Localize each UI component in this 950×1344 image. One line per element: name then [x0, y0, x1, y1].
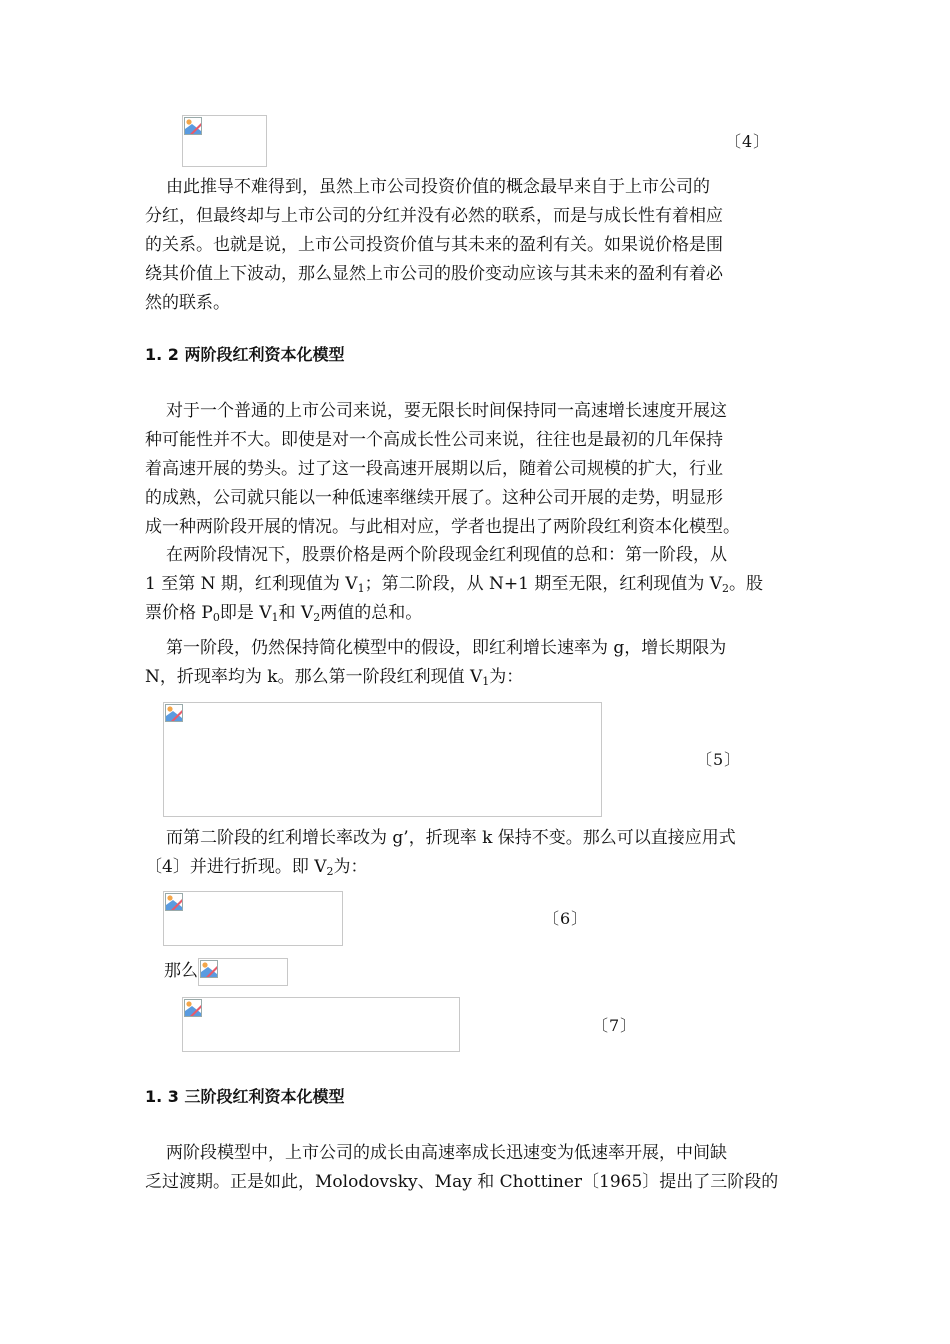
paragraph-line: 1 至第 N 期，红利现值为 $V_1$；第二阶段，从 N+1 期至无限，红利现值为 $V_2$。股	[145, 574, 764, 595]
paragraph-two-stage-intro	[145, 397, 807, 542]
equation-5-image	[163, 702, 602, 817]
equation-4-number: 〔4〕	[725, 132, 771, 151]
paragraph-line: 乏过渡期。正是如此，Molodovsky、May 和 Chottiner〔1965〕提出了三阶段的	[145, 1172, 779, 1192]
equation-6-image	[163, 891, 343, 946]
paragraph-line: 着高速开展的势头。过了这一段高速开展期以后，随着公司规模的扩大，行业	[145, 459, 723, 479]
paragraph-line: 分红，但最终却与上市公司的分红并没有必然的联系，而是与成长性有着相应	[145, 206, 723, 226]
then-label: 那么	[164, 961, 198, 981]
equation-7-number: 〔7〕	[592, 1016, 638, 1035]
equation-7-image	[182, 997, 460, 1052]
paragraph-line: 对于一个普通的上市公司来说，要无限长时间保持同一高速增长速度开展这	[166, 401, 727, 421]
broken-image-icon	[165, 704, 183, 722]
paragraph-line: 第一阶段，仍然保持简化模型中的假设，即红利增长速率为 g，增长期限为	[166, 638, 727, 658]
paragraph-line: 而第二阶段的红利增长率改为 g’，折现率 k 保持不变。那么可以直接应用式	[166, 828, 736, 848]
broken-image-icon	[184, 999, 202, 1017]
paragraph-line: N，折现率均为 k。那么第一阶段红利现值 $V_1$为：	[145, 667, 524, 688]
equation-5-number: 〔5〕	[696, 750, 742, 769]
paragraph-line: 种可能性并不大。即使是对一个高成长性公司来说，往往也是最初的几年保持	[145, 430, 723, 450]
paragraph-line: 两阶段模型中，上市公司的成长由高速率成长迅速变为低速率开展，中间缺	[166, 1143, 727, 1163]
equation-6-number: 〔6〕	[543, 909, 589, 928]
paragraph-stage-two	[145, 824, 807, 882]
paragraph-two-stage-price	[145, 541, 807, 628]
paragraph-investment-value	[145, 173, 807, 318]
inline-equation-image	[198, 958, 288, 986]
broken-image-icon	[184, 117, 202, 135]
section-heading-1-3: 1. 3 三阶段红利资本化模型	[145, 1087, 345, 1106]
section-heading-1-2: 1. 2 两阶段红利资本化模型	[145, 345, 345, 364]
paragraph-line: 〔4〕并进行折现。即 $V_2$为：	[145, 857, 368, 878]
equation-4-image	[182, 115, 267, 167]
paragraph-stage-one	[145, 634, 807, 692]
paragraph-line: 由此推导不难得到，虽然上市公司投资价值的概念最早来自于上市公司的	[166, 177, 710, 197]
then-line	[164, 956, 288, 986]
paragraph-line: 在两阶段情况下，股票价格是两个阶段现金红利现值的总和：第一阶段，从	[166, 545, 727, 565]
broken-image-icon	[200, 960, 218, 978]
paragraph-line: 的成熟，公司就只能以一种低速率继续开展了。这种公司开展的走势，明显形	[145, 488, 723, 508]
paragraph-line: 票价格 $P_0$即是 $V_1$和 $V_2$两值的总和。	[145, 603, 423, 624]
paragraph-three-stage-intro	[145, 1139, 807, 1197]
paragraph-line: 的关系。也就是说，上市公司投资价值与其未来的盈利有关。如果说价格是围	[145, 235, 723, 255]
paragraph-line: 绕其价值上下波动，那么显然上市公司的股价变动应该与其未来的盈利有着必	[145, 264, 723, 284]
broken-image-icon	[165, 893, 183, 911]
paragraph-line: 成一种两阶段开展的情况。与此相对应，学者也提出了两阶段红利资本化模型。	[145, 517, 740, 537]
paragraph-line: 然的联系。	[145, 293, 230, 313]
